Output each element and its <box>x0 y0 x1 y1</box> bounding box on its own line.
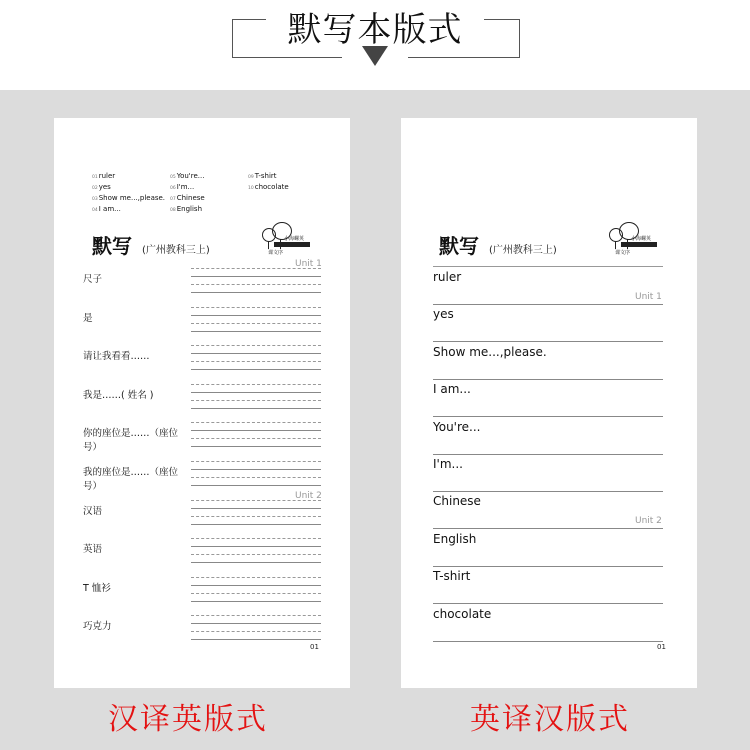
page-subheading: (广州教科三上) <box>142 245 210 256</box>
down-triangle-icon <box>362 46 388 66</box>
row-label: 我是……( 姓名 ) <box>83 389 154 401</box>
writing-line <box>433 454 663 455</box>
writing-line <box>191 353 321 354</box>
writing-line <box>191 623 321 624</box>
unit-label: Unit 1 <box>635 292 662 302</box>
writing-line <box>433 603 663 604</box>
divider <box>433 266 663 267</box>
word-label: chocolate <box>433 606 492 621</box>
row-label: 尺子 <box>83 274 103 285</box>
left-caption: 汉译英版式 <box>108 702 268 737</box>
word-label: Show me...,please. <box>433 344 547 359</box>
writing-line <box>191 631 321 632</box>
word-label: yes <box>433 307 454 322</box>
writing-line <box>433 641 663 642</box>
writing-line <box>191 538 321 539</box>
writing-line <box>191 400 321 401</box>
writing-line <box>191 446 321 447</box>
page-subheading: (广州教科三上) <box>489 245 557 256</box>
writing-line <box>433 304 663 305</box>
writing-line <box>191 485 321 486</box>
writing-line <box>191 461 321 462</box>
writing-line <box>191 562 321 563</box>
writing-line <box>191 408 321 409</box>
word-label: I'm... <box>433 457 463 471</box>
writing-line <box>191 307 321 308</box>
row-label: 巧克力 <box>83 621 112 633</box>
writing-line <box>191 331 321 332</box>
vocab-item: 05You're... <box>170 172 205 180</box>
writing-line <box>191 392 321 393</box>
vocab-item: 03Show me...,please. <box>92 194 166 202</box>
writing-line <box>433 566 663 567</box>
writing-line <box>191 615 321 616</box>
row-label: 是 <box>83 312 93 324</box>
writing-line <box>191 292 321 293</box>
writing-line <box>191 369 321 370</box>
writing-line <box>191 430 321 431</box>
row-label: T 恤衫 <box>83 582 111 594</box>
writing-line <box>191 516 321 517</box>
word-label: ruler <box>433 270 462 284</box>
writing-line <box>191 422 321 423</box>
vocab-item: 01ruler <box>92 172 116 180</box>
row-label: 汉语 <box>83 505 103 517</box>
writing-line <box>191 577 321 578</box>
word-label: You're... <box>433 419 481 434</box>
writing-line <box>191 554 321 555</box>
page-heading: 默写 <box>439 234 479 258</box>
row-label: 我的座位是……（座位号） <box>83 467 179 492</box>
vocab-item: 10chocolate <box>248 183 289 191</box>
writing-line <box>191 384 321 385</box>
writing-line <box>191 323 321 324</box>
vocab-item: 08English <box>170 205 203 213</box>
title-frame-bottom-right <box>408 57 519 58</box>
writing-line <box>191 477 321 478</box>
page-heading: 默写 <box>92 234 132 258</box>
writing-line <box>191 546 321 547</box>
writing-line <box>191 500 321 501</box>
banner-title: 默写本版式 <box>287 10 463 50</box>
writing-line <box>191 469 321 470</box>
word-label: English <box>433 531 477 546</box>
writing-line <box>191 268 321 269</box>
vocab-item: 02yes <box>92 183 111 191</box>
vocab-item: 04I am... <box>92 205 121 213</box>
page-number: 01 <box>310 643 319 651</box>
title-frame-bottom-left <box>232 57 342 58</box>
row-label: 英语 <box>83 544 103 556</box>
logo: 小海螺英 课文序 <box>607 222 659 256</box>
logo: 小海螺英 课文序 <box>260 222 312 256</box>
writing-line <box>191 345 321 346</box>
writing-line <box>433 416 663 417</box>
word-label: T-shirt <box>433 569 471 584</box>
english-to-chinese-page <box>401 118 697 688</box>
right-caption: 英译汉版式 <box>470 702 630 737</box>
writing-line <box>191 315 321 316</box>
writing-line <box>191 438 321 439</box>
writing-line <box>191 593 321 594</box>
vocab-item: 07Chinese <box>170 194 205 202</box>
writing-line <box>191 276 321 277</box>
writing-line <box>433 379 663 380</box>
writing-line <box>191 361 321 362</box>
page-number: 01 <box>657 643 666 651</box>
unit-label: Unit 1 <box>295 259 322 269</box>
writing-line <box>433 528 663 529</box>
unit-label: Unit 2 <box>295 491 322 501</box>
writing-line <box>191 284 321 285</box>
writing-line <box>191 585 321 586</box>
word-label: Chinese <box>433 494 481 509</box>
writing-line <box>191 508 321 509</box>
row-label: 你的座位是……（座位号） <box>83 428 179 454</box>
writing-line <box>191 601 321 602</box>
row-label: 请让我看看…… <box>83 351 150 363</box>
writing-line <box>433 491 663 492</box>
writing-line <box>191 524 321 525</box>
word-label: I am... <box>433 382 471 397</box>
unit-label: Unit 2 <box>635 516 662 526</box>
banner <box>0 0 750 90</box>
vocab-item: 09T-shirt <box>248 172 277 180</box>
vocab-item: 06I'm... <box>170 183 195 191</box>
chinese-to-english-page <box>54 118 350 688</box>
writing-line <box>433 341 663 342</box>
writing-line <box>191 639 321 640</box>
